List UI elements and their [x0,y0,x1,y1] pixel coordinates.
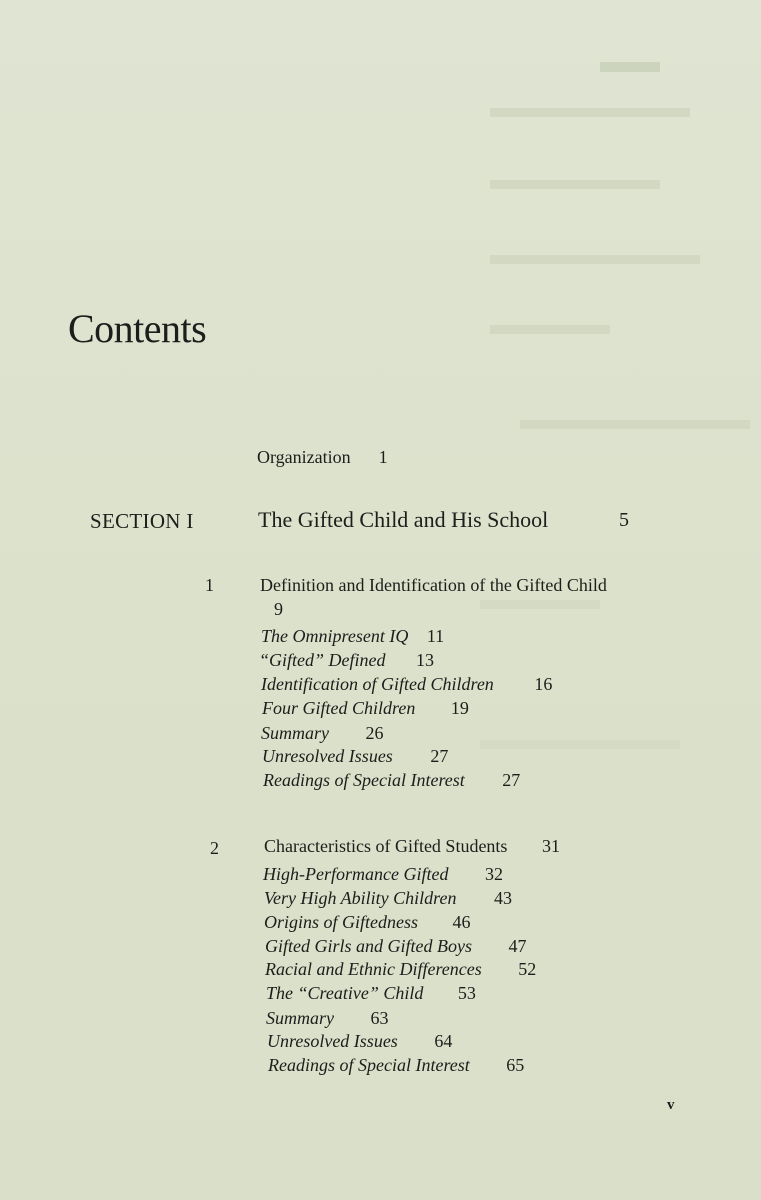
chapter-page: 31 [541,836,560,856]
chapter-number: 1 [205,575,214,595]
chapter-title[interactable] [260,573,620,621]
entry-title: The “Creative” Child [266,983,424,1003]
entry-title: Readings of Special Interest [268,1055,470,1075]
organization-page: 1 [378,447,388,467]
entry-page: 64 [434,1031,453,1051]
entry-title: Summary [261,723,329,743]
entry-page: 43 [493,888,512,908]
toc-entry[interactable] [263,770,520,791]
entry-title: “Gifted” Defined [259,650,386,670]
entry-page: 27 [430,746,449,766]
entry-page: 46 [452,912,471,932]
entry-title: Unresolved Issues [267,1031,398,1051]
entry-page: 53 [457,983,476,1003]
toc-entry[interactable] [265,936,526,957]
toc-organization[interactable] [257,447,388,468]
entry-title: Four Gifted Children [262,698,416,718]
entry-page: 27 [502,770,521,790]
entry-title: Summary [266,1008,334,1028]
entry-title: High-Performance Gifted [263,864,449,884]
toc-entry[interactable] [263,864,503,885]
entry-title: Readings of Special Interest [263,770,465,790]
entry-page: 11 [426,626,445,646]
entry-page: 65 [506,1055,525,1075]
chapter-title-text: Characteristics of Gifted Students [264,836,508,856]
entry-page: 16 [534,674,553,694]
section-label: SECTION I [90,509,194,533]
entry-page: 26 [365,723,384,743]
toc-entry[interactable] [259,650,434,671]
entry-title: Origins of Giftedness [264,912,419,932]
toc-entry[interactable] [264,912,471,933]
toc-entry[interactable] [262,698,469,719]
toc-entry[interactable] [261,723,384,744]
toc-entry[interactable] [262,746,448,767]
page-title: Contents [68,306,207,351]
entry-title: Racial and Ethnic Differences [265,959,482,979]
toc-entry[interactable] [265,959,536,980]
entry-page: 19 [450,698,469,718]
entry-page: 47 [508,936,527,956]
entry-title: Very High Ability Children [264,888,457,908]
entry-page: 52 [518,959,537,979]
toc-entry[interactable] [261,674,552,695]
chapter-page: 9 [274,599,283,619]
entry-title: Identification of Gifted Children [261,674,494,694]
organization-label: Organization [257,447,351,467]
toc-entry[interactable] [261,626,444,647]
entry-title: Unresolved Issues [262,746,393,766]
chapter-number: 2 [210,838,219,858]
chapter-title[interactable] [264,834,560,858]
toc-entry[interactable] [264,888,512,909]
entry-title: Gifted Girls and Gifted Boys [265,936,472,956]
entry-page: 63 [370,1008,389,1028]
toc-entry[interactable] [266,1008,389,1029]
entry-page: 13 [416,650,434,670]
chapter-title-text: Definition and Identification of the Gifted Child [260,575,607,595]
entry-title: The Omnipresent IQ [261,626,409,646]
page-folio: v [667,1097,675,1113]
toc-entry[interactable] [268,1055,524,1076]
toc-entry[interactable] [266,983,476,1004]
entry-page: 32 [484,864,503,884]
section-page: 5 [619,509,629,531]
section-title[interactable]: The Gifted Child and His School [258,507,549,532]
toc-entry[interactable] [267,1031,452,1052]
